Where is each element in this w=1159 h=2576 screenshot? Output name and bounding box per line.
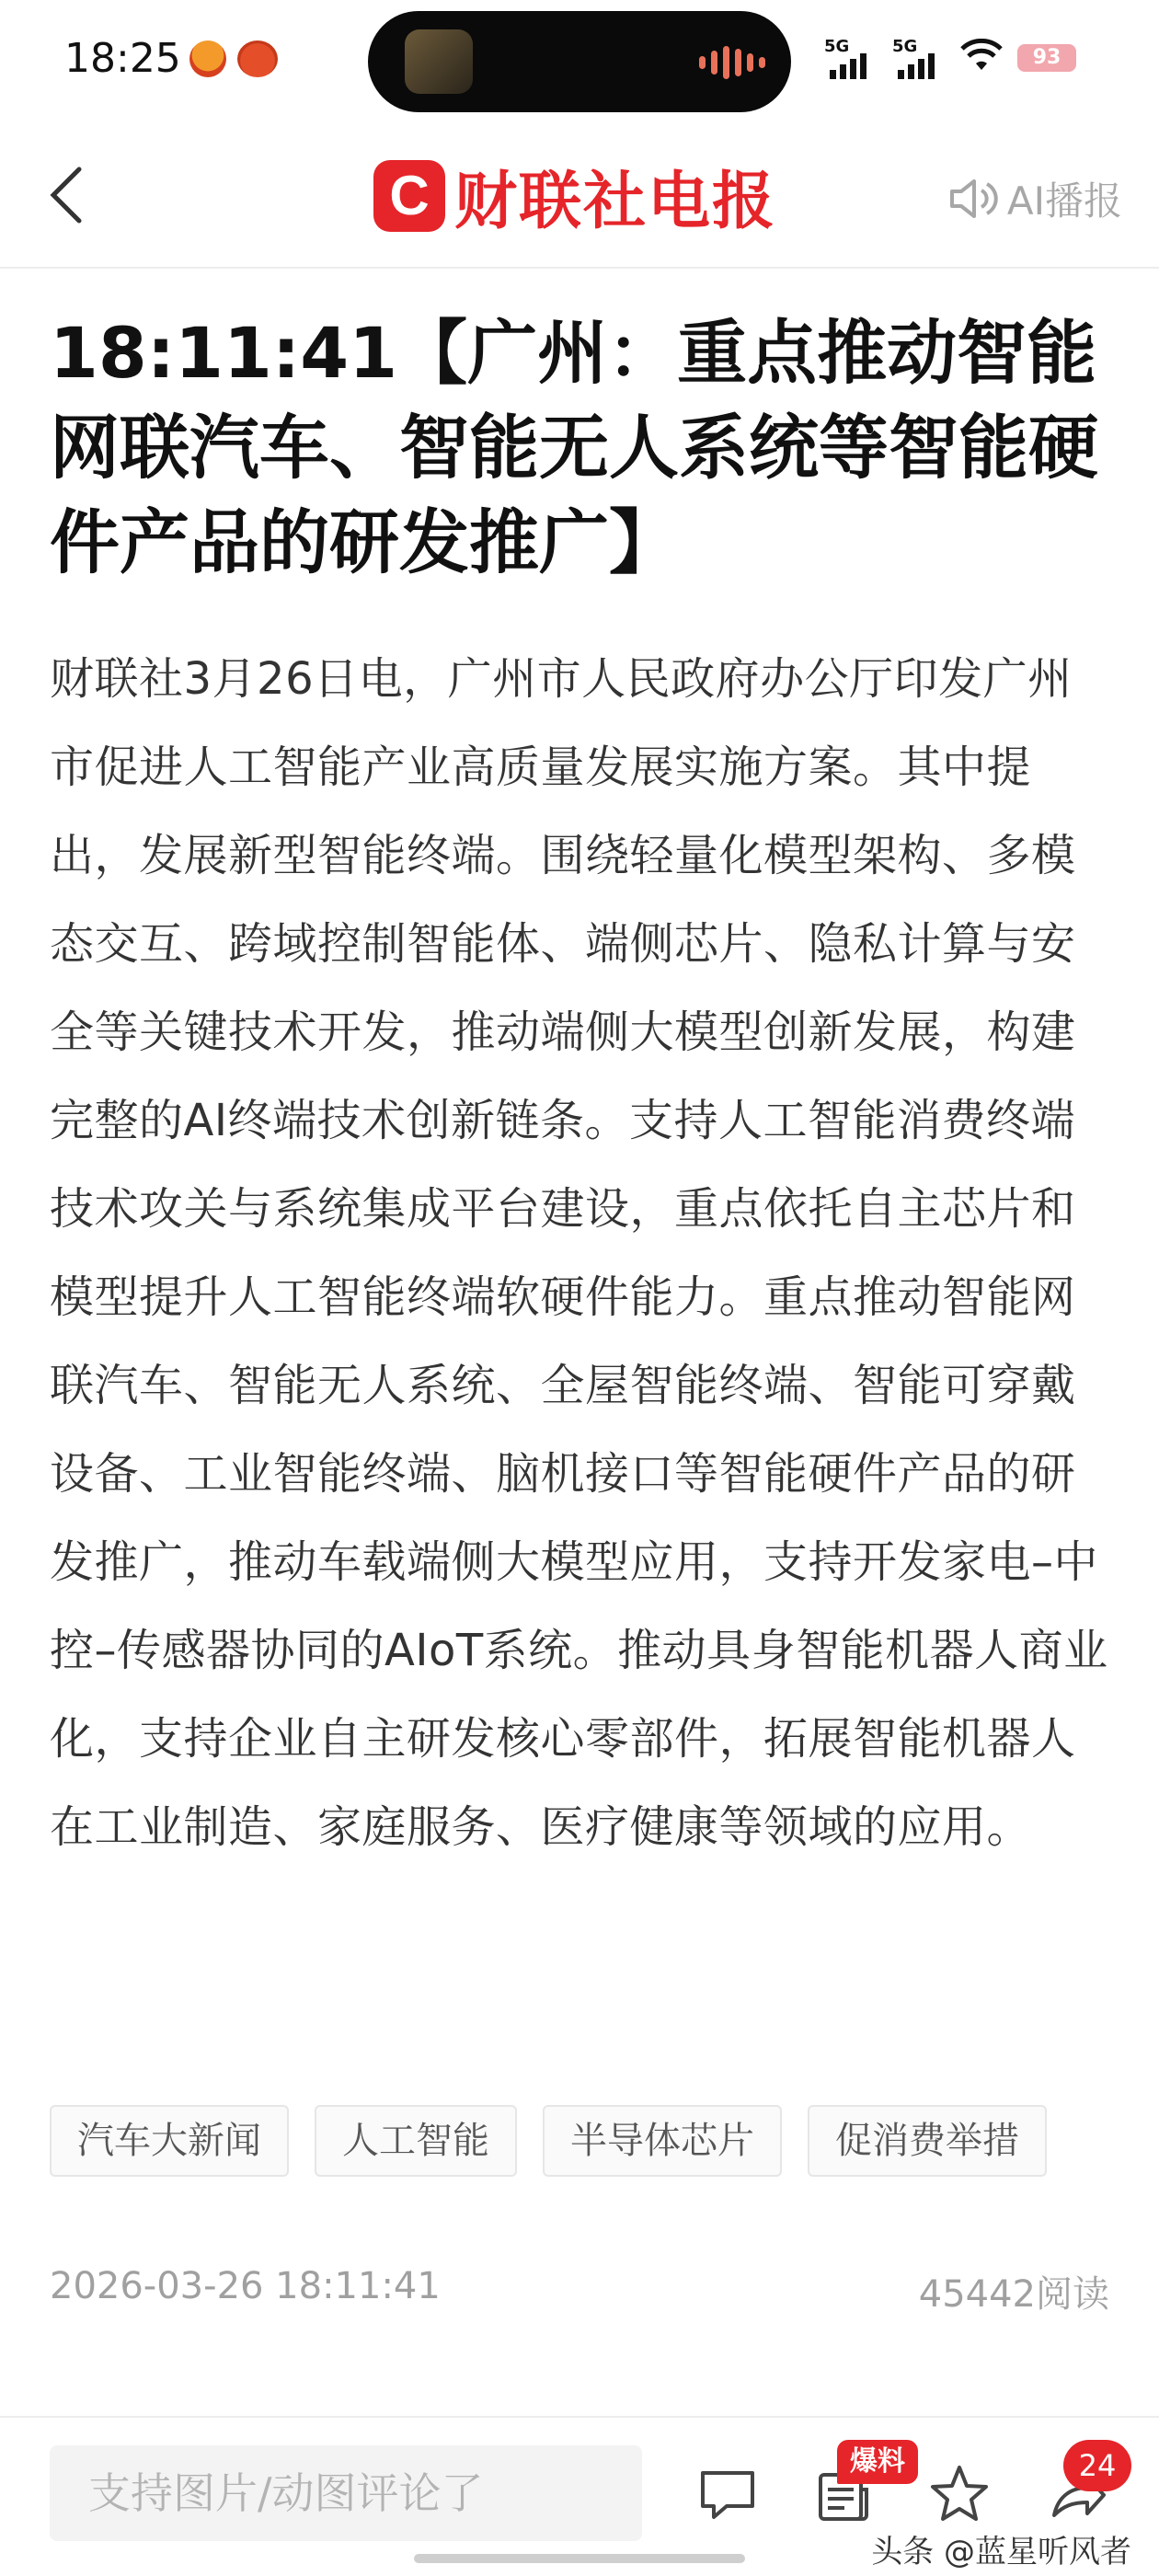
article-tags (50, 2105, 1047, 2177)
tag-chip[interactable]: 人工智能 (315, 2105, 517, 2177)
status-indicators (824, 37, 1076, 79)
audio-wave-icon (699, 46, 765, 79)
baoliao-badge[interactable]: 爆料 (837, 2440, 918, 2484)
logo-text: 财联社电报 (454, 165, 777, 238)
share-count-badge: 24 (1063, 2440, 1131, 2491)
status-time: 18:25 (64, 35, 181, 82)
logo-mark-icon: C (373, 160, 445, 232)
network-type-label: 5G (824, 37, 850, 56)
battery-icon: 93 (1017, 44, 1076, 72)
watermark-text: 头条 @蓝星听风者 (871, 2534, 1131, 2570)
bottom-action-bar (0, 2416, 1159, 2576)
home-indicator[interactable] (414, 2554, 745, 2563)
ai-broadcast-label: AI播报 (1006, 178, 1122, 224)
network-type-label: 5G (892, 37, 918, 56)
media-thumbnail-icon (405, 29, 473, 94)
app-header (0, 129, 1159, 269)
read-count: 45442阅读 (918, 2273, 1109, 2316)
tag-chip[interactable]: 促消费举措 (808, 2105, 1047, 2177)
star-icon[interactable] (927, 2462, 992, 2526)
status-bar (0, 0, 1159, 129)
app-logo (373, 155, 776, 237)
comment-input[interactable]: 支持图片/动图评论了 (50, 2445, 642, 2541)
back-button[interactable] (48, 166, 103, 230)
ai-broadcast-button[interactable] (948, 171, 1122, 226)
tag-chip[interactable]: 半导体芯片 (543, 2105, 782, 2177)
app-notification-icon (237, 40, 278, 77)
comment-icon[interactable] (695, 2462, 760, 2526)
wifi-icon (960, 39, 1003, 78)
article-body: 财联社3月26日电，广州市人民政府办公厅印发广州市促进人工智能产业高质量发展实施方案。其中提出，发展新型智能终端。围绕轻量化模型架构、多模态交互、跨域控制智能体、端侧芯片、隐私计算与安全等关键技术开发，推动端侧大模型创新发展，构建完整的AI终端技术创新链条。支持人工智能消费终端技术攻关与系统集成平台建设，重点依托自主芯片和模型提升人工智能终端软硬件能力。重点推动智能网联汽车、智能无人系统、全屋智能终端、智能可穿戴设备、工业智能终端、脑机接口等智能硬件产品的研发推广，推动车载端侧大模型应用，支持开发家电–中控–传感器协同的AIoT系统。推动具身智能机器人商业化，支持企业自主研发核心零部件，拓展智能机器人在工业制造、家庭服务、医疗健康等领域的应用。 (50, 653, 1108, 1853)
speaker-icon (948, 178, 998, 220)
app-notification-icon (189, 40, 226, 77)
cellular-signal-icon (824, 37, 878, 79)
chevron-left-icon (48, 166, 85, 224)
article-title: 18:11:41【广州：重点推动智能网联汽车、智能无人系统等智能硬件产品的研发推广】 (50, 312, 1098, 583)
cellular-signal-icon (892, 37, 946, 79)
publish-date: 2026-03-26 18:11:41 (50, 2265, 441, 2307)
tag-chip[interactable]: 汽车大新闻 (50, 2105, 289, 2177)
dynamic-island[interactable] (368, 11, 791, 112)
